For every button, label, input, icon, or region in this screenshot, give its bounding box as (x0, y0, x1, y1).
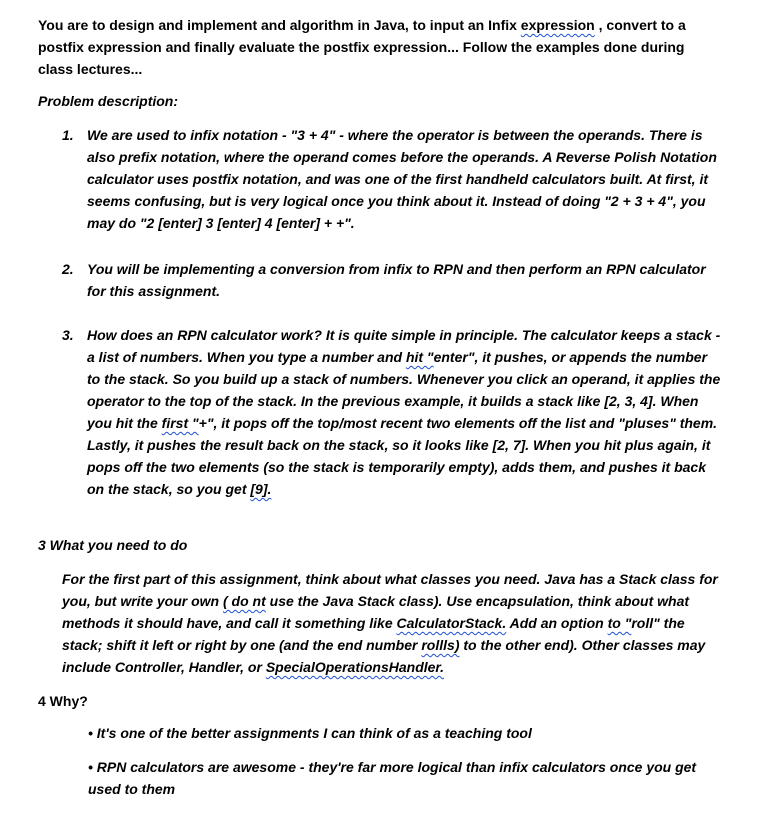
bullet-icon: • (88, 725, 93, 741)
spellcheck-word: [9]. (250, 481, 272, 497)
spellcheck-word: first " (161, 415, 199, 431)
spellcheck-word: SpecialOperationsHandler. (265, 659, 444, 675)
intro-paragraph (38, 14, 718, 80)
bullet-text: RPN calculators are awesome - they're far more logical than infix calculators once you get used to them (88, 759, 697, 797)
bullet-text: It's one of the better assignments I can think of as a teaching tool (96, 725, 532, 741)
intro-text-cont: , convert to a postfix expression and finally evaluate the postfix expression... Follow the examples done during class lectures... (38, 17, 686, 77)
list-number: 2. (62, 261, 74, 277)
list-item-2 (62, 258, 722, 302)
list-number: 3. (62, 327, 74, 343)
list-item-text: How does an RPN calculator work? It is quite simple in principle. The calculator keeps a stack - a list of numbers. When you type a number and hit "enter", it pushes, or appends the number to the stack. So you build up a stack of numbers. Whenever you click an operand, it applies the operator to the top of the stack. In the previous example, it builds a stack like [2, 3, 4]. When you hit the first "+", it pops off the top/most recent two elements off the list and "pluses" them. Lastly, it pushes the result back on the stack, so it looks like [2, 7]. When you hit plus again, it pops off the two elements (so the stack is temporarily empty), adds them, and pushes it back on the stack, so you get [9]. (87, 327, 721, 497)
section-3-heading: 3 What you need to do (38, 537, 188, 553)
list-item-text: We are used to infix notation - "3 + 4" - where the operator is between the operands. There is also prefix notation, where the operand comes before the operands. A Reverse Polish Notation calculator uses postfix notation, and was one of the first handheld calculators built. At first, it seems confusing, but is very logical once you think about it. Instead of doing "2 + 3 + 4", you may do "2 [enter] 3 [enter] 4 [enter] + +". (87, 127, 717, 231)
spellcheck-word: hit " (405, 349, 434, 365)
intro-text: You are to design and implement and algorithm in Java, to input an Infix (38, 17, 521, 33)
spellcheck-word: CalculatorStack. (396, 615, 507, 631)
spellcheck-word: expression (520, 17, 595, 33)
problem-heading: Problem description: (38, 93, 179, 109)
bullet-icon: • (88, 759, 93, 775)
spellcheck-word: ( do nt (223, 593, 266, 609)
bullet-item (88, 722, 708, 744)
spellcheck-word: rollls) (421, 637, 460, 653)
list-number: 1. (62, 127, 74, 143)
section-3-paragraph: For the first part of this assignment, think about what classes you need. Java has a Stack class for you, but write your own ( do nt use the Java Stack class). Use encapsulation, think about what methods it should have, and call it something like CalculatorStack. Add an option to "roll" the stack; shift it left or right by one (and the end number rollls) to the other end). Other classes may include Controller, Handler, or SpecialOperationsHandler. (62, 571, 718, 675)
list-item-text: You will be implementing a conversion from infix to RPN and then perform an RPN calculator for this assignment. (87, 261, 706, 299)
spellcheck-word: to " (607, 615, 632, 631)
bullet-item (88, 756, 708, 800)
list-item-3 (62, 324, 722, 500)
list-item-1 (62, 124, 722, 234)
section-4-heading: 4 Why? (38, 693, 88, 709)
